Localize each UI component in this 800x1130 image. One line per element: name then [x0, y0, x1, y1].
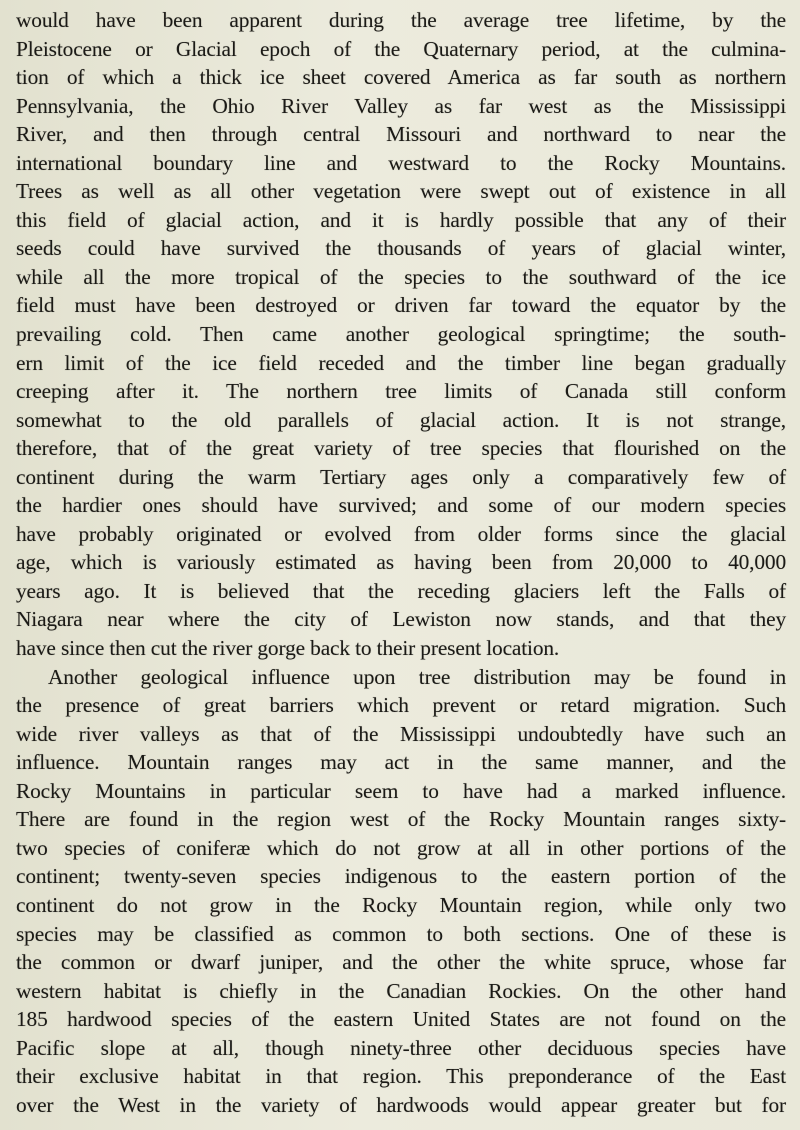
text-line: River, and then through central Missouri and northward to near the: [16, 122, 786, 147]
text-line: There are found in the region west of the Rocky Mountain ranges sixty-: [16, 807, 786, 832]
text-line: western habitat is chiefly in the Canadian Rockies. On the other hand: [16, 978, 786, 1003]
text-line: the hardier ones should have survived; and some of our modern species: [16, 493, 786, 518]
text-line: continent do not grow in the Rocky Mountain region, while only two: [16, 892, 786, 917]
text-line: species may be classified as common to both sections. One of these is: [16, 921, 786, 946]
text-line: somewhat to the old parallels of glacial action. It is not strange,: [16, 407, 786, 432]
text-line: continent during the warm Tertiary ages only a comparatively few of: [16, 464, 786, 489]
text-line: continent; twenty-seven species indigenous to the eastern portion of the: [16, 864, 786, 889]
text-line: have probably originated or evolved from older forms since the glacial: [16, 521, 786, 546]
text-line: wide river valleys as that of the Mississippi undoubtedly have such an: [16, 721, 786, 746]
text-line: this field of glacial action, and it is hardly possible that any of their: [16, 207, 786, 232]
paragraph-1: [16, 6, 788, 663]
text-line: over the West in the variety of hardwoods would appear greater but for: [16, 1092, 786, 1117]
text-line: creeping after it. The northern tree limits of Canada still conform: [16, 379, 786, 404]
text-line: their exclusive habitat in that region. This preponderance of the East: [16, 1064, 786, 1089]
text-line: Trees as well as all other vegetation were swept out of existence in all: [16, 179, 786, 204]
text-line: influence. Mountain ranges may act in the same manner, and the: [16, 750, 786, 775]
text-line: prevailing cold. Then came another geological springtime; the south-: [16, 322, 786, 347]
text-line: Another geological influence upon tree distribution may be found in: [48, 664, 786, 689]
text-line: the common or dwarf juniper, and the other the white spruce, whose far: [16, 950, 786, 975]
text-line: age, which is variously estimated as having been from 20,000 to 40,000: [16, 550, 786, 575]
text-line: years ago. It is believed that the receding glaciers left the Falls of: [16, 578, 786, 603]
text-line: seeds could have survived the thousands of years of glacial winter,: [16, 236, 786, 261]
text-line: while all the more tropical of the species to the southward of the ice: [16, 264, 786, 289]
text-line: the presence of great barriers which prevent or retard migration. Such: [16, 693, 786, 718]
text-line: Niagara near where the city of Lewiston now stands, and that they: [16, 607, 786, 632]
paragraph-2: [16, 663, 788, 1120]
text-line: 185 hardwood species of the eastern United States are not found on the: [16, 1007, 786, 1032]
text-line: Pennsylvania, the Ohio River Valley as far west as the Mississippi: [16, 93, 786, 118]
text-line: Pacific slope at all, though ninety-three other deciduous species have: [16, 1035, 786, 1060]
text-line: have since then cut the river gorge back to their present location.: [16, 636, 560, 661]
text-line: tion of which a thick ice sheet covered America as far south as northern: [16, 65, 786, 90]
text-line: therefore, that of the great variety of tree species that flourished on the: [16, 436, 786, 461]
text-line: would have been apparent during the average tree lifetime, by the: [16, 8, 786, 32]
text-line: Pleistocene or Glacial epoch of the Quaternary period, at the culmina-: [16, 36, 786, 61]
text-line: ern limit of the ice field receded and the timber line began gradually: [16, 350, 786, 375]
text-line: two species of coniferæ which do not grow at all in other portions of the: [16, 835, 786, 860]
text-line: Rocky Mountains in particular seem to have had a marked influence.: [16, 778, 786, 803]
text-line: international boundary line and westward to the Rocky Mountains.: [16, 150, 786, 175]
text-line: field must have been destroyed or driven far toward the equator by the: [16, 293, 786, 318]
